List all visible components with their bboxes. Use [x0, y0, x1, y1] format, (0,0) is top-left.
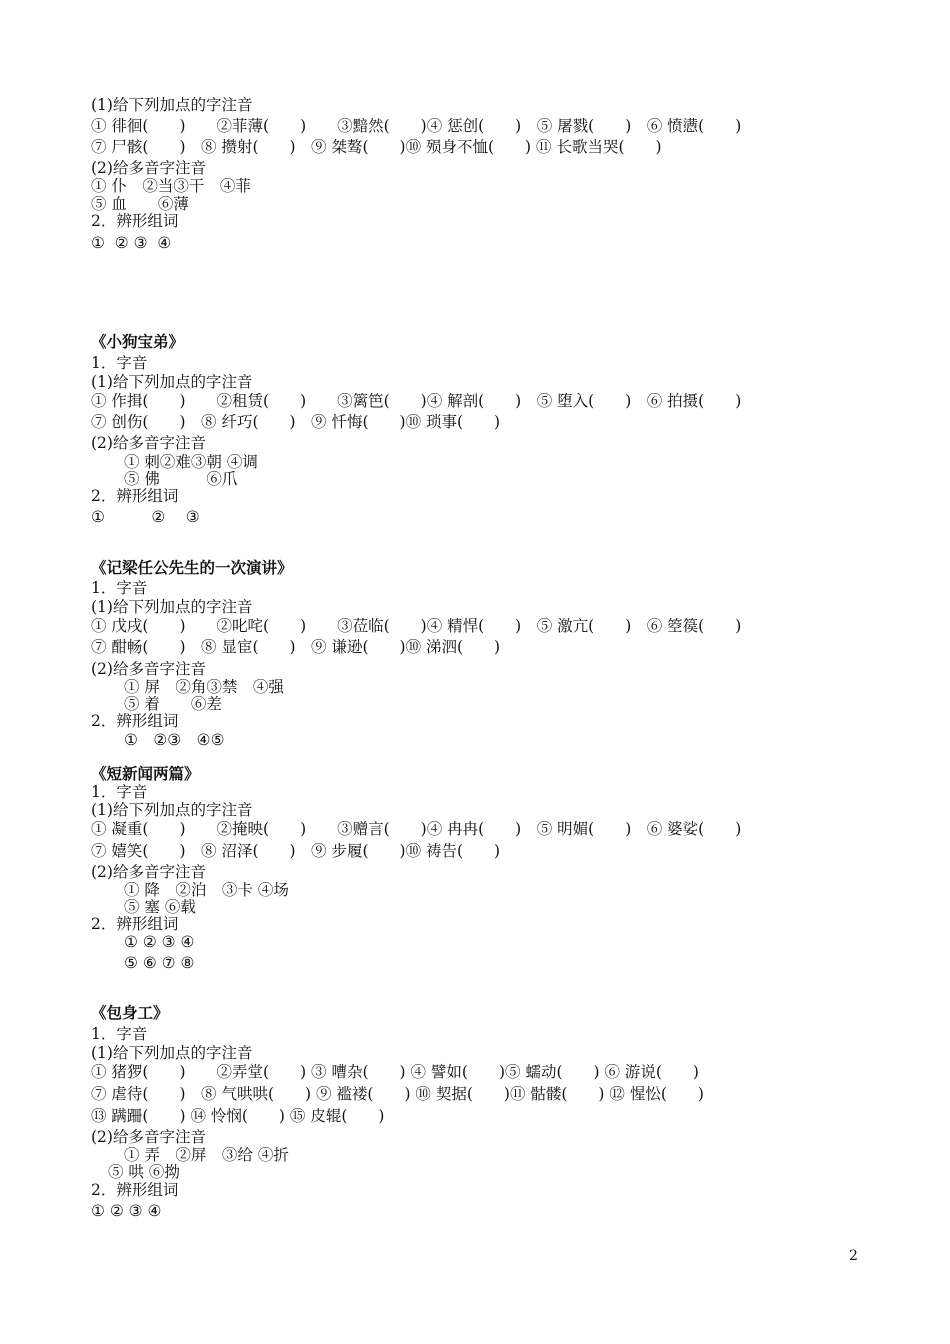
heading-word-form: 2．辨形组词 [91, 212, 179, 230]
word-form-line: ① ② ③ ④ [124, 933, 195, 951]
subheading-polyphone: (2)给多音字注音 [91, 159, 206, 177]
heading-word-form: 2．辨形组词 [91, 712, 179, 730]
subheading-pronunciation: (1)给下列加点的字注音 [91, 598, 253, 616]
subheading-polyphone: (2)给多音字注音 [91, 434, 206, 452]
heading-word-form: 2．辨形组词 [91, 915, 179, 933]
polyphone-line: ① 降 ②泊 ③卡 ④场 [124, 881, 289, 899]
polyphone-line: ⑤ 血 ⑥薄 [91, 195, 189, 213]
word-form-line: ① ② ③ ④ [91, 234, 172, 252]
pronunciation-line: ⑦ 嬉笑( ) ⑧ 沼泽( ) ⑨ 步履( )⑩ 祷告( ) [91, 842, 501, 860]
page-number: 2 [849, 1248, 858, 1264]
polyphone-line: ⑤ 着 ⑥差 [124, 695, 222, 713]
pronunciation-line: ⑦ 尸骸( ) ⑧ 攒射( ) ⑨ 桀骜( )⑩ 殒身不恤( ) ⑪ 长歌当哭( ) [91, 138, 662, 156]
pronunciation-line: ① 徘徊( ) ②菲薄( ) ③黯然( )④ 惩创( ) ⑤ 屠戮( ) ⑥ 愤懑( ) [91, 117, 742, 135]
heading-word-form: 2．辨形组词 [91, 487, 179, 505]
subheading-polyphone: (2)给多音字注音 [91, 1128, 206, 1146]
heading-pronunciation: 1．字音 [91, 579, 148, 597]
word-form-line: ① ② ③ ④ [91, 1202, 162, 1220]
polyphone-line: ⑤ 哄 ⑥拗 [108, 1163, 180, 1181]
word-form-line: ① ② ③ [91, 508, 200, 526]
section-title: 《包身工》 [91, 1003, 169, 1022]
heading-word-form: 2．辨形组词 [91, 1181, 179, 1199]
polyphone-line: ① 弄 ②屏 ③给 ④折 [124, 1146, 289, 1164]
polyphone-line: ① 屏 ②角③禁 ④强 [124, 678, 284, 696]
pronunciation-line: ① 凝重( ) ②掩映( ) ③赠言( )④ 冉冉( ) ⑤ 明媚( ) ⑥ 婆娑( ) [91, 820, 742, 838]
section-title: 《短新闻两篇》 [91, 764, 200, 783]
heading-pronunciation: 1．字音 [91, 354, 148, 372]
pronunciation-line: ① 戊戌( ) ②叱咤( ) ③莅临( )④ 精悍( ) ⑤ 激亢( ) ⑥ 箜篌( ) [91, 617, 742, 635]
subheading-pronunciation: (1)给下列加点的字注音 [91, 96, 253, 114]
word-form-line: ⑤ ⑥ ⑦ ⑧ [124, 954, 195, 972]
pronunciation-line: ① 猪猡( ) ②弄堂( ) ③ 嘈杂( ) ④ 譬如( )⑤ 蠕动( ) ⑥ 游说( ) [91, 1063, 699, 1081]
pronunciation-line: ⑦ 虐待( ) ⑧ 气哄哄( ) ⑨ 褴褛( ) ⑩ 契据( )⑪ 骷髅( ) ⑫ 惺忪( ) [91, 1085, 704, 1103]
section-title: 《记梁任公先生的一次演讲》 [91, 558, 293, 577]
pronunciation-line: ⑬ 蹒跚( ) ⑭ 怜悯( ) ⑮ 皮辊( ) [91, 1107, 385, 1125]
subheading-pronunciation: (1)给下列加点的字注音 [91, 373, 253, 391]
heading-pronunciation: 1．字音 [91, 783, 148, 801]
subheading-polyphone: (2)给多音字注音 [91, 863, 206, 881]
word-form-line: ① ②③ ④⑤ [124, 731, 225, 749]
pronunciation-line: ⑦ 酣畅( ) ⑧ 显宦( ) ⑨ 谦逊( )⑩ 涕泗( ) [91, 638, 501, 656]
polyphone-line: ⑤ 佛 ⑥爪 [124, 470, 238, 488]
section-title: 《小狗宝弟》 [91, 332, 185, 351]
polyphone-line: ⑤ 塞 ⑥载 [124, 898, 196, 916]
polyphone-line: ① 刺②难③朝 ④调 [124, 453, 258, 471]
polyphone-line: ① 仆 ②当③干 ④菲 [91, 177, 251, 195]
subheading-polyphone: (2)给多音字注音 [91, 660, 206, 678]
subheading-pronunciation: (1)给下列加点的字注音 [91, 1044, 253, 1062]
pronunciation-line: ⑦ 创伤( ) ⑧ 纤巧( ) ⑨ 忏悔( )⑩ 琐事( ) [91, 413, 501, 431]
pronunciation-line: ① 作揖( ) ②租赁( ) ③篱笆( )④ 解剖( ) ⑤ 堕入( ) ⑥ 拍摄( ) [91, 392, 742, 410]
subheading-pronunciation: (1)给下列加点的字注音 [91, 801, 253, 819]
heading-pronunciation: 1．字音 [91, 1025, 148, 1043]
